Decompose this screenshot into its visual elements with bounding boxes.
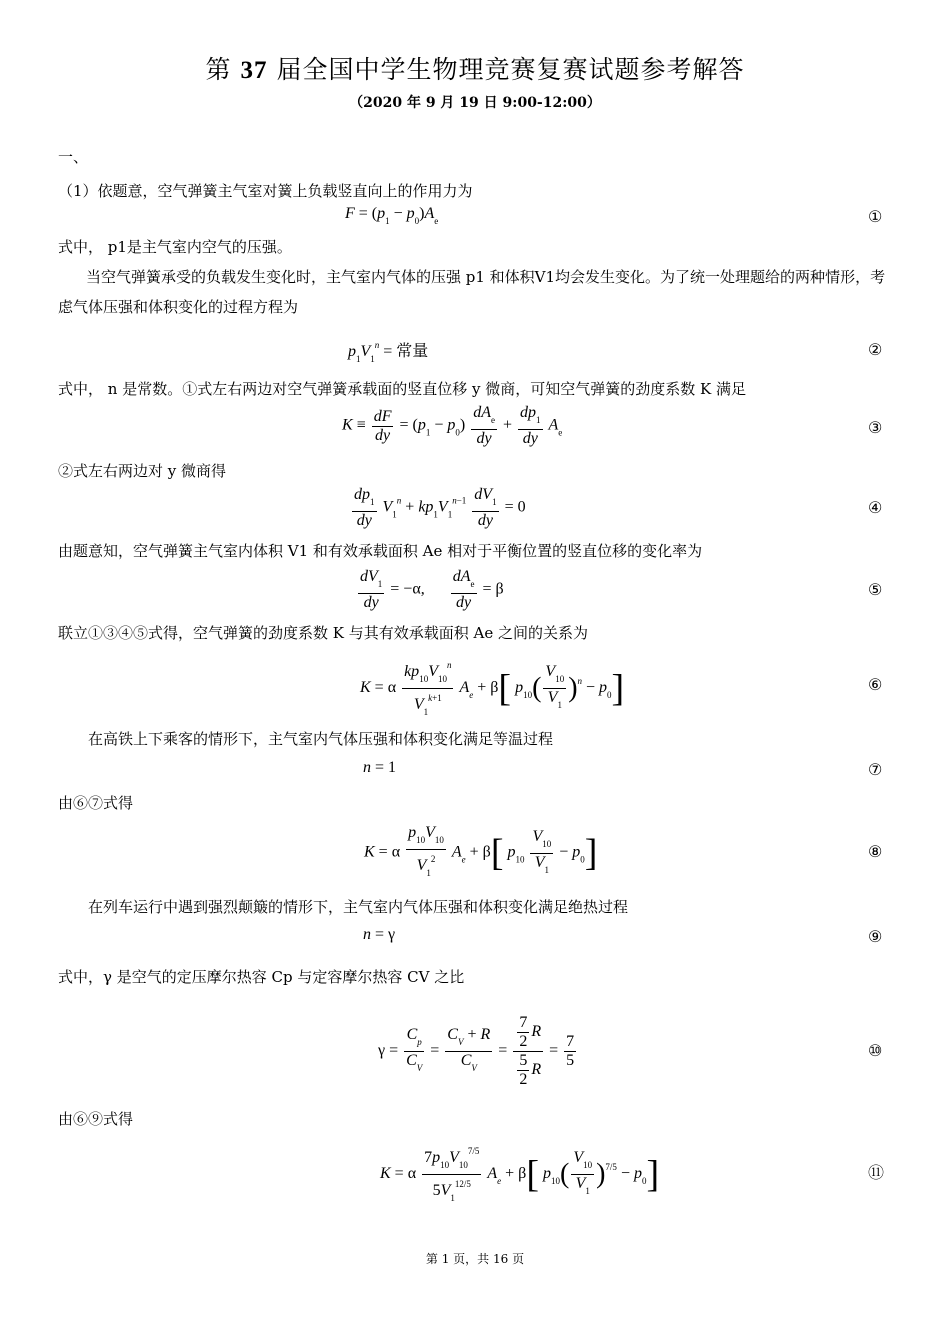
equation-8: K = α $\frac{p_{10}V_{10}}{V_1^2}$ $A_e + \beta$[ $p_{10}$ $\frac{V_{10}}{V_1}$ − $p_0$] [364,824,598,878]
paragraph-9: 由⑥⑦式得 [58,794,134,812]
equation-number-3: ③ [868,418,883,437]
paragraph-11: 式中，γ 是空气的定压摩尔热容 Cp 与定容摩尔热容 CV 之比 [58,968,465,986]
equation-number-6: ⑥ [868,675,883,694]
equation-4: $\frac{dp_1}{dy}$ $V_1^n + kp_1V_1^{n-1}$ $\frac{dV_1}{dy}$ = 0 [354,486,526,529]
page-title: 第 37 届全国中学生物理竞赛复赛试题参考解答 [205,55,745,84]
equation-number-1: ① [868,207,883,226]
equation-7: n = 1 [363,759,397,776]
paragraph-2: 式中， p1是主气室内空气的压强。 [58,238,292,256]
paragraph-4: 式中， n 是常数。①式左右两边对空气弹簧承载面的竖直位移 y 微商，可知空气弹簧的劲度系数 K 满足 [58,380,746,398]
paragraph-1: （1）依题意，空气弹簧主气室对簧上负载竖直向上的作用力为 [58,182,473,200]
exam-date: （2020 年 9 月 19 日 9:00-12:00） [349,95,601,111]
equation-5: $\frac{dV_1}{dy}$ = −α, $\frac{dA_e}{dy}$ = β [360,568,504,611]
paragraph-3: 当空气弹簧承受的负载发生变化时，主气室内气体的压强 p1 和体积V1均会发生变化。为了统一处理题给的两种情形，考虑气体压强和体积变化的过程方程为 [58,268,886,316]
section-heading: 一、 [58,148,89,166]
equation-11: K = α $\frac{7p_{10}V_{10}^{7/5}}{5V_1^{12/5}}$ $A_e + \beta$[ $p_{10}$( $\frac{V_{10}}{V_1}$ )$^{7/5} - p_0$] [380,1142,659,1207]
paragraph-12: 由⑥⑨式得 [58,1110,134,1128]
page-footer: 第 1 页，共 16 页 [425,1252,525,1266]
equation-number-11: ⑪ [868,1163,885,1182]
equation-10: γ = $\frac{C_p}{C_V}$ = $\frac{C_V + R}{C_V}$ = $\frac{7}{2}$ R $\frac{5}{2}$ R = $\frac{7}{5}$ [378,1014,575,1088]
paragraph-10: 在列车运行中遇到强烈颠簸的情形下，主气室内气体压强和体积变化满足绝热过程 [88,898,629,916]
equation-6: K = α $\frac{kp_{10}V_{10}^n}{V_1^{k+1}}$ $A_e + \beta$[ $p_{10}$( $\frac{V_{10}}{V_1}$ )$^n - p_0$] [360,656,624,721]
equation-2: $p_1V_1^n$ = 常量 [348,340,429,364]
equation-number-8: ⑧ [868,842,883,861]
equation-number-5: ⑤ [868,580,883,599]
paragraph-6: 由题意知，空气弹簧主气室内体积 V1 和有效承载面积 Ae 相对于平衡位置的竖直位移的变化率为 [58,542,703,560]
equation-1: $F = (p_1 - p_0)A_e$ [345,205,439,226]
equation-number-4: ④ [868,498,883,517]
equation-number-9: ⑨ [868,927,883,946]
paragraph-5: ②式左右两边对 y 微商得 [58,462,227,480]
equation-3: K ≡ $\frac{dF}{dy}$ = $(p_1 - p_0)$ $\frac{dA_e}{dy}$ + $\frac{dp_1}{dy}$ $A_e$ [342,404,563,447]
paragraph-7: 联立①③④⑤式得，空气弹簧的劲度系数 K 与其有效承载面积 Ae 之间的关系为 [58,624,588,642]
equation-9: n = γ [363,926,396,943]
equation-number-7: ⑦ [868,760,883,779]
equation-number-2: ② [868,340,883,359]
equation-number-10: ⑩ [868,1041,883,1060]
paragraph-8: 在高铁上下乘客的情形下，主气室内气体压强和体积变化满足等温过程 [88,730,554,748]
